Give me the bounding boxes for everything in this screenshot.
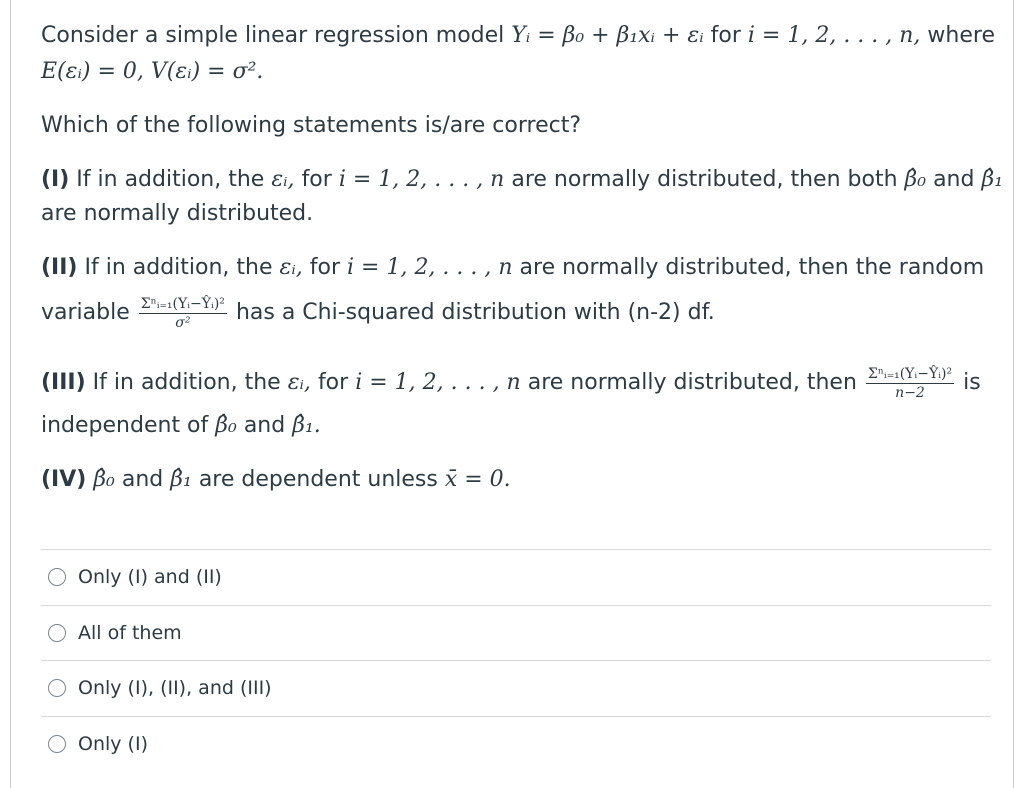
radio-button[interactable] xyxy=(48,624,66,642)
statement-2-line-2 xyxy=(41,290,715,336)
statement-4-line xyxy=(41,466,511,494)
answer-option-label: Only (I) and (II) xyxy=(78,566,222,588)
statement-2-fraction xyxy=(139,295,227,332)
statement-3-eps: εᵢ, xyxy=(287,370,311,395)
statement-1-b1: β̂₁ xyxy=(981,167,1004,192)
question-label: Which of the following statements is/are correct? xyxy=(41,113,582,138)
statement-1-eps: εᵢ, xyxy=(271,167,295,192)
statement-2-fraction-numerator: Σⁿᵢ₌₁(Yᵢ−Ŷᵢ)² xyxy=(140,295,225,312)
statement-4-b0: β̂₀ xyxy=(93,467,115,492)
statement-2-text-a: If in addition, the xyxy=(84,255,273,280)
answer-option-label: Only (I), (II), and (III) xyxy=(78,677,272,699)
statement-2-tag: (II) xyxy=(41,255,78,280)
answer-option-label: Only (I) xyxy=(78,733,148,755)
statement-3-range: i = 1, 2, . . . , n xyxy=(355,370,521,395)
intro-prefix: Consider a simple linear regression model xyxy=(41,23,505,48)
statement-1-and: and xyxy=(933,167,975,192)
answer-option-3[interactable] xyxy=(41,661,991,715)
statement-3-fraction-numerator: Σⁿᵢ₌₁(Yᵢ−Ŷᵢ)² xyxy=(867,365,953,382)
intro-for: for xyxy=(710,23,741,48)
statement-1-line-2 xyxy=(41,200,313,228)
statement-2-for: for xyxy=(309,255,340,280)
radio-button[interactable] xyxy=(48,735,66,753)
statement-4-b1: β̂₁ xyxy=(170,467,192,492)
statement-1-tag: (I) xyxy=(41,167,70,192)
statement-1-for: for xyxy=(301,167,332,192)
statement-2-text-b: are normally distributed, then the random xyxy=(519,255,985,280)
statement-2-range: i = 1, 2, . . . , n xyxy=(347,255,513,280)
statement-3-tag: (III) xyxy=(41,370,86,395)
statement-3-text-a: If in addition, the xyxy=(92,370,281,395)
statement-1-text-c: are normally distributed. xyxy=(41,201,314,226)
model-equation: Yᵢ = β₀ + β₁xᵢ + εᵢ xyxy=(511,23,704,48)
statement-3-line-1 xyxy=(41,360,981,406)
radio-button[interactable] xyxy=(48,679,66,697)
assumption-equation: E(εᵢ) = 0, V(εᵢ) = σ². xyxy=(41,59,264,84)
answer-option-2[interactable] xyxy=(41,606,991,660)
statement-3-fraction-denominator: n−2 xyxy=(895,384,925,401)
statement-3-and: and xyxy=(243,413,286,438)
statement-3-b1: β̂₁. xyxy=(292,413,321,438)
intro-range: i = 1, 2, . . . , n, xyxy=(747,23,921,48)
statement-2-eps: εᵢ, xyxy=(279,255,303,280)
statement-3-fraction xyxy=(866,365,954,402)
statement-2-variable: variable xyxy=(41,300,130,325)
statement-3-for: for xyxy=(317,370,349,395)
statement-1-range: i = 1, 2, . . . , n xyxy=(338,167,505,192)
statement-4-and: and xyxy=(121,467,164,492)
question-text xyxy=(41,112,581,140)
statement-1-line-1 xyxy=(41,166,1003,194)
intro-line-1 xyxy=(41,22,995,50)
statement-1-text-a: If in addition, the xyxy=(76,167,265,192)
statement-4-text: are dependent unless xyxy=(198,467,438,492)
statement-4-condition: x̄ = 0. xyxy=(444,467,511,492)
statement-4-tag: (IV) xyxy=(41,467,87,492)
statement-1-text-b: are normally distributed, then both xyxy=(511,167,898,192)
intro-where: where xyxy=(927,23,995,48)
statement-3-line-2 xyxy=(41,412,321,440)
answer-option-4[interactable] xyxy=(41,717,991,771)
statement-2-fraction-denominator: σ² xyxy=(175,314,191,331)
answer-option-1[interactable] xyxy=(41,550,991,604)
statement-3-text-c: independent of xyxy=(41,413,209,438)
radio-button[interactable] xyxy=(48,568,66,586)
statement-3-is: is xyxy=(963,370,981,395)
answer-option-label: All of them xyxy=(78,622,182,644)
statement-3-b0: β̂₀ xyxy=(215,413,237,438)
statement-3-text-b: are normally distributed, then xyxy=(527,370,857,395)
intro-line-2 xyxy=(41,58,263,86)
statement-1-b0: β̂₀ xyxy=(904,167,927,192)
statement-2-line-1 xyxy=(41,254,984,282)
statement-2-text-c: has a Chi-squared distribution with (n-2) df. xyxy=(235,300,715,325)
